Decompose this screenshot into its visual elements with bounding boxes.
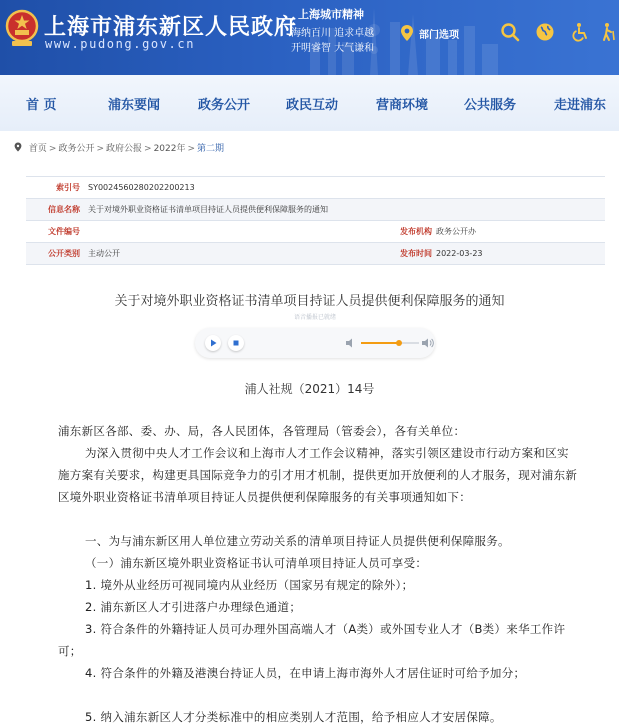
volume-slider-handle[interactable] <box>396 340 402 346</box>
publish-date-value: 2022-03-23 <box>436 249 483 258</box>
breadcrumb-separator: > <box>96 144 104 154</box>
play-icon <box>205 335 221 351</box>
info-row-index <box>26 177 605 199</box>
location-pin-icon[interactable] <box>400 24 414 42</box>
index-value: SY0024560280202200213 <box>88 183 195 192</box>
list-item-3: 3. 符合条件的外籍持证人员可办理外国高端人才（A类）或外国专业人才（B类）来华工作许可； <box>58 622 566 658</box>
city-spirit-line-1: 海纳百川 追求卓越 <box>291 28 375 39</box>
breadcrumb-home[interactable]: 首页 <box>28 144 47 154</box>
nav-business-environment[interactable]: 营商环境 <box>376 98 429 113</box>
stop-button[interactable] <box>228 335 244 351</box>
nav-pudong-news[interactable]: 浦东要闻 <box>108 98 161 113</box>
section-heading-1: 一、为与浦东新区用人单位建立劳动关系的清单项目持证人员提供便利保障服务。 <box>85 534 510 548</box>
nav-public-services[interactable]: 公共服务 <box>464 98 517 113</box>
subsection-heading-1: （一）浦东新区境外职业资格证书认可清单项目持证人员可享受： <box>85 556 428 570</box>
list-item-2: 2. 浦东新区人才引进落户办理绿色通道； <box>85 600 302 614</box>
info-name-value: 关于对境外职业资格证书清单项目持证人员提供便利保障服务的通知 <box>88 205 328 214</box>
main-nav <box>0 75 619 131</box>
list-item-5: 5. 纳入浦东新区人才分类标准中的相应类别人才范围，给予相应人才安居保障。 <box>85 710 502 724</box>
breadcrumb-year[interactable]: 2022年 <box>153 144 186 154</box>
globe-icon[interactable] <box>535 22 555 42</box>
city-spirit-line-2: 开明睿智 大气谦和 <box>291 43 375 54</box>
category-value: 主动公开 <box>88 249 120 258</box>
publisher-value: 政务公开办 <box>436 227 476 236</box>
volume-low-icon[interactable] <box>345 337 357 349</box>
player-controls <box>195 328 435 358</box>
location-pin-icon <box>14 142 22 152</box>
doc-number-label: 文件编号 <box>48 227 80 236</box>
category-label: 公开类别 <box>48 249 80 258</box>
volume-slider-track[interactable] <box>361 342 419 344</box>
play-button[interactable] <box>205 335 221 351</box>
breadcrumb-issue[interactable]: 第二期 <box>197 144 225 154</box>
site-title: 上海市浦东新区人民政府 <box>44 15 298 40</box>
site-header <box>0 0 619 75</box>
city-spirit-title: 上海城市精神 <box>298 8 364 21</box>
player-tip: 语音播报已就绪 <box>293 314 336 321</box>
nav-home[interactable]: 首 页 <box>26 98 57 113</box>
breadcrumb <box>14 141 224 154</box>
info-row-name <box>26 199 605 221</box>
nav-public-interaction[interactable]: 政民互动 <box>286 98 339 113</box>
list-item-4: 4. 符合条件的外籍及港澳台持证人员，在申请上海市海外人才居住证时可给予加分； <box>85 666 526 680</box>
volume-high-icon[interactable] <box>421 336 435 350</box>
elder-mode-icon[interactable] <box>599 22 619 42</box>
breadcrumb-government-gazette[interactable]: 政府公报 <box>106 144 143 154</box>
document-number: 浦人社规（2021）14号 <box>244 382 375 396</box>
index-label: 索引号 <box>56 183 80 192</box>
doc-number-value <box>84 221 88 242</box>
volume-slider-fill <box>361 342 399 344</box>
accessibility-icon[interactable] <box>570 22 590 42</box>
nav-government-affairs[interactable]: 政务公开 <box>198 98 251 113</box>
list-item-1: 1. 境外从业经历可视同境内从业经历（国家另有规定的除外）； <box>85 578 414 592</box>
document-info-table <box>26 176 605 265</box>
department-options-link[interactable]: 部门选项 <box>419 30 459 41</box>
intro-paragraph: 为深入贯彻中央人才工作会议和上海市人才工作会议精神，落实引领区建设市行动方案和区实施方案有关要求，构建更具国际竞争力的引才用才机制，提供更加开放便利的人才服务，现对浦东新区境外职业资格证书清单项目持证人员提供便利保障服务的有关事项通知如下： <box>58 446 578 504</box>
salutation: 浦东新区各部、委、办、局，各人民团体，各管理局（管委会），各有关单位： <box>58 424 466 438</box>
info-name-label: 信息名称 <box>48 205 80 214</box>
info-row-docno <box>26 221 605 243</box>
nav-about-pudong[interactable]: 走进浦东 <box>554 98 607 113</box>
stop-icon <box>228 335 244 351</box>
breadcrumb-government-affairs[interactable]: 政务公开 <box>58 144 95 154</box>
national-emblem-icon <box>5 8 39 48</box>
info-row-category <box>26 243 605 265</box>
article-title: 关于对境外职业资格证书清单项目持证人员提供便利保障服务的通知 <box>114 294 505 309</box>
publish-date-label: 发布时间 <box>400 249 432 258</box>
breadcrumb-separator: > <box>48 144 57 154</box>
site-url: www.pudong.gov.cn <box>45 37 196 51</box>
breadcrumb-separator: > <box>144 144 152 154</box>
publisher-label: 发布机构 <box>400 227 432 236</box>
search-icon[interactable] <box>500 22 520 42</box>
audio-player <box>195 312 435 360</box>
breadcrumb-separator: > <box>187 144 196 154</box>
